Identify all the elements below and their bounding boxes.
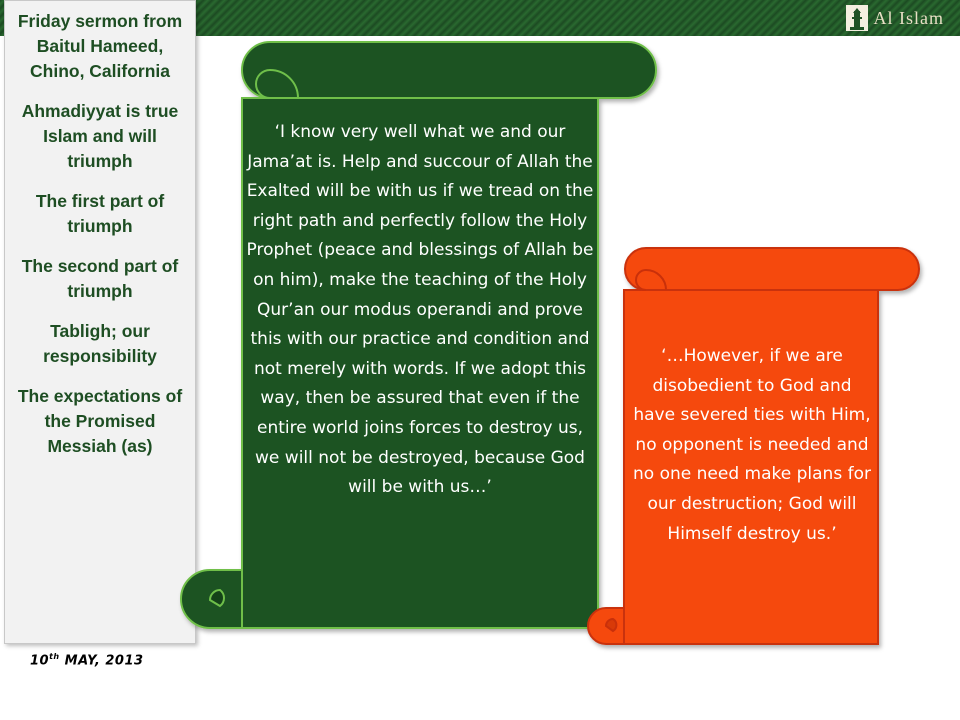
green-scroll-quote: ‘I know very well what we and our Jama’at is. Help and succour of Allah the Exalted will be with us if we tread on the right path and perfectly follow the Holy Prophet (peace and blessings of Allah be on him), make the teaching of the Holy Qur’an our modus operandi and prove this with our practice and condition and not merely with words. If we adopt this way, then be assured that even if the entire world joins forces to destroy us, we will not be destroyed, because God will be with us…’ — [246, 122, 594, 498]
sermon-date: 10th MAY, 2013 — [30, 652, 144, 669]
topic-item: Friday sermon from Baitul Hameed, Chino, California — [17, 11, 183, 81]
orange-scroll-quote: ‘…However, if we are disobedient to God and have severed ties with Him, no opponent is needed and no one need make plans for our destruction; God will Himself destroy us.’ — [633, 346, 871, 544]
topic-item: Tabligh; our responsibility — [43, 321, 157, 366]
topic-item: The first part of triumph — [35, 191, 165, 236]
topic-item: The second part of triumph — [21, 256, 179, 301]
topic-item: The expectations of the Promised Messiah (as) — [17, 386, 183, 456]
brand-name: Al Islam — [873, 7, 944, 28]
topic-item: Ahmadiyyat is true Islam and will triumph — [21, 101, 179, 171]
